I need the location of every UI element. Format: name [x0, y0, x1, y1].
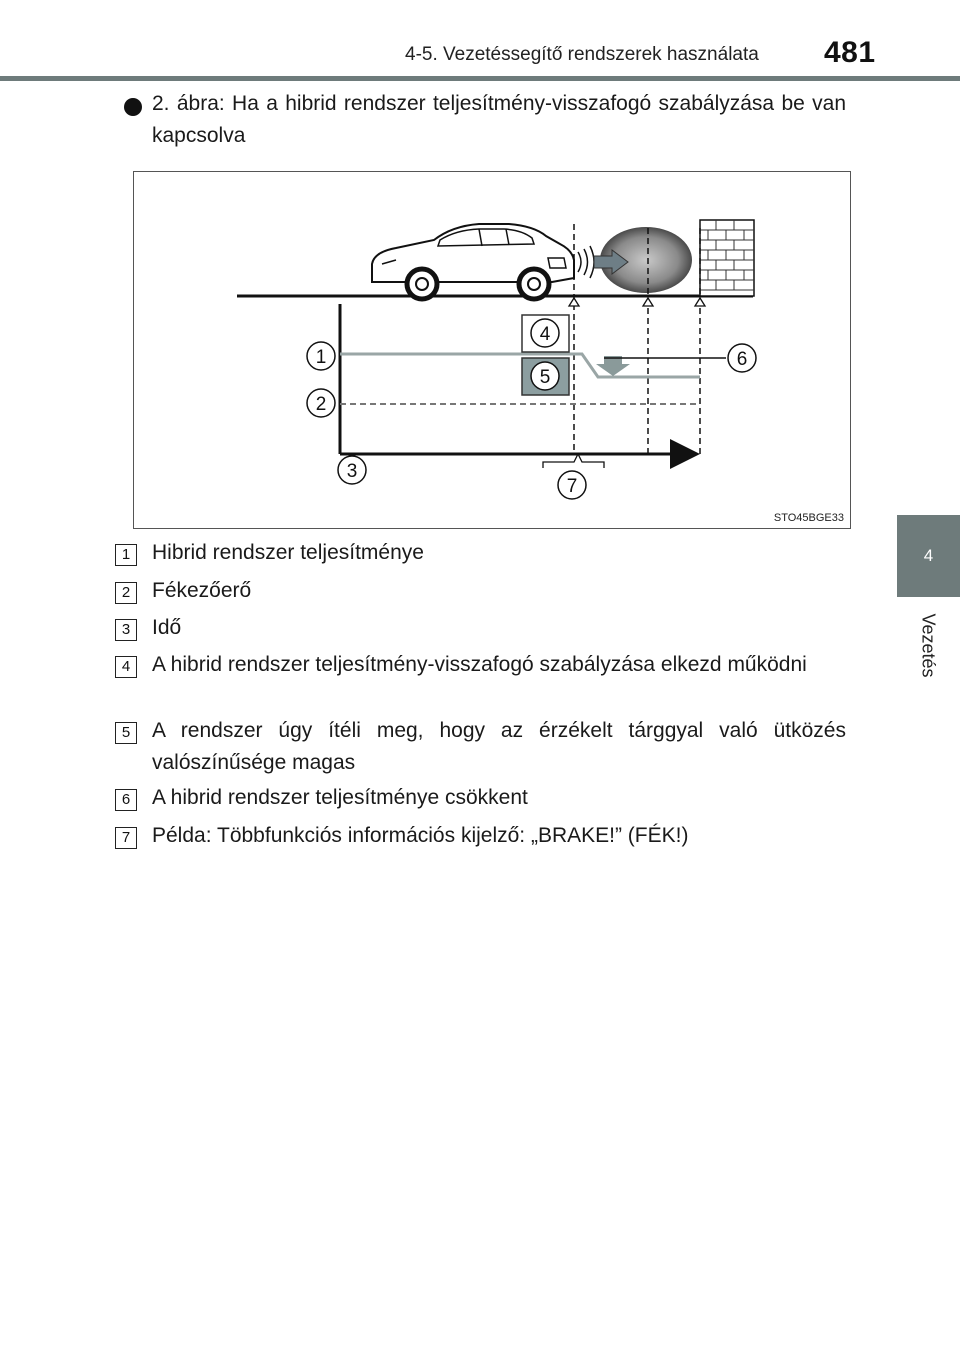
legend-text-6: A hibrid rendszer teljesítménye csökkent: [152, 786, 528, 809]
triangle-markers: [569, 298, 705, 306]
car-icon: [372, 224, 574, 299]
legend-num-1: 1: [115, 544, 137, 566]
page-number: 481: [824, 36, 876, 69]
legend-text-5: A rendszer úgy ítéli meg, hogy az érzékelt tárggyal való ütközés valószínűsége magas: [152, 719, 846, 774]
figure-code: STO45BGE33: [773, 512, 844, 524]
legend-text-2: Fékezőerő: [152, 579, 252, 602]
figure: [133, 171, 851, 529]
callout-7-label: 7: [566, 476, 578, 497]
bracket-7: [543, 454, 604, 468]
header-section-title: 4-5. Vezetéssegítő rendszerek használata: [405, 44, 759, 65]
callout-6-label: 6: [736, 349, 748, 370]
legend-text-3: Idő: [152, 616, 182, 639]
callout-2-label: 2: [315, 394, 327, 415]
callout-1-label: 1: [315, 347, 327, 368]
legend-num-4: 4: [115, 656, 137, 678]
chapter-tab[interactable]: [897, 515, 960, 597]
decrease-arrow-icon: [596, 356, 630, 376]
legend-text-7: Példa: Többfunkciós információs kijelző: „BRAKE!” (FÉK!): [152, 824, 689, 847]
legend-text-1: Hibrid rendszer teljesítménye: [152, 541, 424, 564]
sensor-waves-icon: [578, 246, 594, 278]
bullet-icon: [124, 98, 142, 116]
legend-num-2: 2: [115, 582, 137, 604]
callout-4-label: 4: [539, 324, 551, 345]
intro-paragraph: 2. ábra: Ha a hibrid rendszer teljesítmény-visszafogó szabályzása be van kapcsolva: [152, 92, 846, 147]
callout-3-label: 3: [346, 461, 358, 482]
chapter-label: Vezetés: [919, 612, 940, 678]
figure-diagram: [134, 172, 852, 530]
brick-wall-icon: [700, 220, 754, 296]
header-rule: [0, 76, 960, 81]
legend-num-5: 5: [115, 722, 137, 744]
chapter-label-wrap: [897, 600, 960, 690]
legend-text-4: A hibrid rendszer teljesítmény-visszafogó szabályzása elkezd működni: [152, 653, 807, 676]
callout-5-label: 5: [539, 367, 551, 388]
legend-num-3: 3: [115, 619, 137, 641]
legend-num-7: 7: [115, 827, 137, 849]
legend-num-6: 6: [115, 789, 137, 811]
chapter-number: 4: [923, 546, 934, 565]
